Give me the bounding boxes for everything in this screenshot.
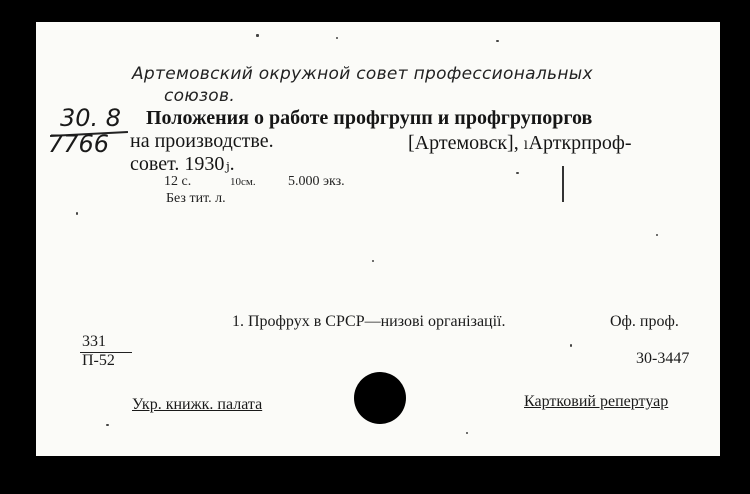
mark-vertical (562, 166, 564, 202)
repertoire-label: Картковий репертуар (524, 393, 669, 410)
shelfmark-top: 30. 8 (60, 104, 122, 132)
speck (372, 260, 374, 262)
speck (496, 40, 499, 42)
copies-count: 5.000 экз. (288, 174, 345, 189)
subject-code: Оф. проф. (610, 313, 679, 330)
class-number: 331 (82, 333, 106, 350)
pages-count: 12 с. (164, 174, 192, 189)
catalog-card (36, 22, 720, 456)
title-line3: совет. 1930ⱼ. (130, 153, 235, 175)
speck (106, 424, 109, 426)
subject-heading: 1. Профрух в СРСР—низові організації. (232, 313, 506, 330)
speck (656, 234, 658, 236)
title-heading: Положения о работе профгрупп и профгрупоргов (146, 107, 593, 129)
no-title-page-note: Без тит. л. (166, 191, 226, 206)
speck (516, 172, 519, 174)
punch-hole (354, 372, 406, 424)
handwritten-author-line2: союзов. (164, 86, 236, 106)
handwritten-author-line1: Артемовский окружной совет профессиональных (132, 64, 593, 84)
speck (76, 212, 78, 215)
shelfmark-bottom: 7766 (48, 130, 110, 158)
speck (466, 432, 468, 434)
publisher-name: Укр. книжк. палата (132, 396, 263, 413)
class-letter: П-52 (82, 352, 115, 369)
card-size: 10см. (230, 176, 256, 188)
speck (256, 34, 259, 37)
speck (336, 37, 338, 39)
title-line2-right: [Артемовск], ₗАрткрпроф- (408, 132, 632, 154)
card-number: 30-3447 (636, 350, 690, 367)
speck (570, 344, 572, 347)
title-line2-left: на производстве. (130, 130, 274, 152)
